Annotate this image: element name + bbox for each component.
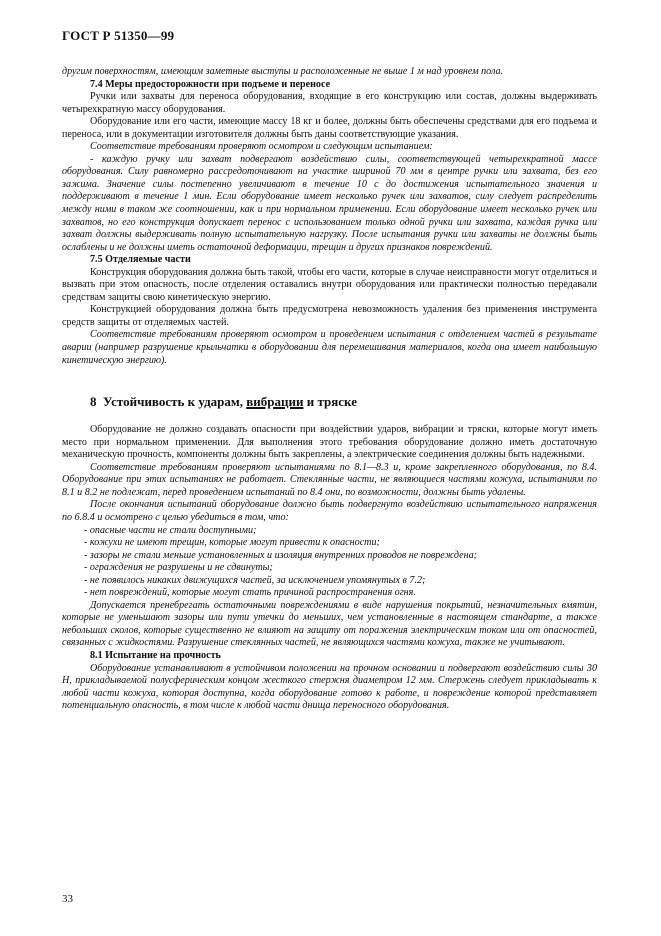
paragraph-7-4-2: Оборудование или его части, имеющие массу 18 кг и более, должны быть обеспечены средствами для его подъема и переноса, или в документации изготовителя должны быть даны соответствующие указания. (62, 116, 597, 140)
standard-header: ГОСТ Р 51350—99 (62, 28, 175, 43)
list-item: - кожухи не имеют трещин, которые могут привести к опасности; (84, 537, 380, 549)
page-number: 33 (62, 893, 73, 905)
section-8-title-part-a: Устойчивость к ударам, (103, 394, 243, 410)
paragraph-7-5-check: Соответствие требованиям проверяют осмотром и проведением испытания с отделением частей в результате аварии (например разрушение крыльчатки в оборудовании для перемешивания материалов, когда она имеет наибольшую кинетическую энергию). (62, 329, 597, 366)
paragraph-continuation: другим поверхностям, имеющим заметные выступы и расположенные не выше 1 м над уровнем пола. (62, 66, 504, 77)
subsection-7-4-title: 7.4 Меры предосторожности при подъеме и переносе (90, 78, 331, 90)
paragraph-7-4-test: - каждую ручку или захват подвергают воздействию силы, соответствующей четырехкратной массе оборудования. Силу равномерно рассредоточивают на участке шириной 70 мм в центре ручки или захвата, без его зажима. Значение силы постепенно увеличивают в течение 10 с до достижения испытательного значения и поддерживают в течение 1 мин. Если оборудование имеет несколько ручек или захватов, силу следует распределить между ними в таком же соотношении, как и при нормальном применении. Если оборудование имеет несколько ручек или захватов, но его конструкция допускает перенос с использованием только одной ручки или захвата, каждая ручка или захват должны выдерживать полную испытательную нагрузку. После испытания ручки или захваты не должны быть ослаблены и не должны иметь остаточной деформации, трещин и других признаков повреждений. (62, 153, 597, 253)
page-body (62, 66, 597, 713)
section-8-title-part-b: вибрации (246, 394, 304, 410)
list-item: - нет повреждений, которые могут стать причиной распространения огня. (84, 587, 416, 599)
paragraph-8-allow: Допускается пренебрегать остаточными повреждениями в виде нарушения покрытий, незначительных вмятин, которые не уменьшают зазоры или пути утечки до меньших, чем установленные в настоящем стандарте, а также небольших сколов, которые существенно не влияют на защиту от поражения электрическим током или от опасностей, связанных с жидкостями. Разрушение стеклянных частей, не являющихся частями кожуха, также не учитывают. (62, 599, 597, 649)
section-8-number: 8 (90, 394, 97, 410)
paragraph-7-5-2: Конструкцией оборудования должна быть предусмотрена невозможность удаления без применения инструмента средств защиты от отделяемых частей. (62, 304, 597, 328)
paragraph-8-check: Соответствие требованиям проверяют испытаниями по 8.1—8.3 и, кроме закрепленного оборудования, по 8.4. Оборудование при этих испытаниях не работает. Стеклянные части, не являющиеся частями кожуха, испытаниям по 8.1 и 8.2 не подлежат, перед проведением испытаний по 8.4 они, по возможности, должны быть удалены. (62, 461, 597, 498)
list-item: - зазоры не стали меньше установленных и изоляция внутренних проводов не повреждена; (84, 549, 478, 561)
section-8-title-part-c: и тряске (306, 394, 357, 410)
list-item: - не появилось никаких движущихся частей, за исключением упомянутых в 7.2; (84, 574, 426, 586)
subsection-7-5-title: 7.5 Отделяемые части (90, 254, 191, 266)
paragraph-7-4-1: Ручки или захваты для переноса оборудования, входящие в его конструкцию или состав, должны выдерживать четырехкратную массу оборудования. (62, 91, 597, 115)
subsection-8-1-title: 8.1 Испытание на прочность (90, 649, 221, 661)
paragraph-8-after: После окончания испытаний оборудование должно быть подвергнуто воздействию испытательного напряжения по 6.8.4 и осмотрено с целью убедиться в том, что: (62, 499, 597, 523)
section-8-title (62, 394, 597, 410)
list-item: - опасные части не стали доступными; (84, 524, 257, 536)
paragraph-7-4-check: Соответствие требованиям проверяют осмотром и следующим испытанием: (90, 141, 433, 153)
paragraph-7-5-1: Конструкция оборудования должна быть такой, чтобы его части, которые в случае неисправности могут отделиться и вызвать при этом опасность, после отделения оставались внутри оборудования или практически полностью передавали средствам защиты свою кинетическую энергию. (62, 266, 597, 303)
paragraph-8-1: Оборудование не должно создавать опасности при воздействии ударов, вибрации и тряски, которые могут иметь место при нормальном применении. Для выполнения этого требования оборудование должно иметь достаточную механическую прочность, компоненты должны быть закреплены, а электрические соединения должны быть надежными. (62, 424, 597, 461)
paragraph-8-1-text: Оборудование устанавливают в устойчивом положении на прочном основании и подвергают воздействию силы 30 Н, прикладываемой полусферическим концом жесткого стержня диаметром 12 мм. Стержень следует прикладывать к любой части кожуха, которая доступна, когда оборудование готово к работе, и повреждение которой представляет потенциальную опасность, в том числе к любой части днища переносного оборудования. (62, 662, 597, 712)
list-item: - ограждения не разрушены и не сдвинуты; (84, 562, 273, 574)
